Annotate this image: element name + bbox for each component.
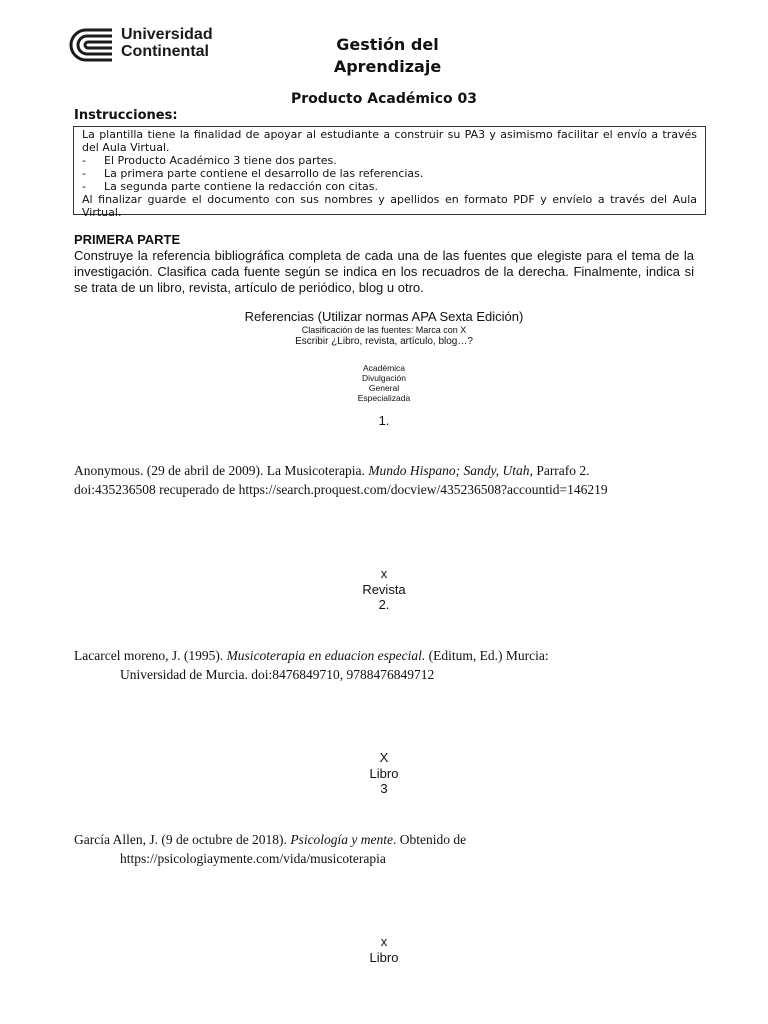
reference-line2: https://psicologiaymente.com/vida/musicoterapia [120, 851, 386, 866]
reference-classification [0, 750, 768, 797]
category-general: General [368, 383, 400, 393]
reference-text: Anonymous. (29 de abril de 2009). La Musicoterapia. [74, 463, 369, 478]
list-item [82, 167, 697, 180]
instruction-item: El Producto Académico 3 tiene dos partes. [104, 154, 337, 167]
instructions-closing: Al finalizar guarde el documento con sus nombres y apellidos en formato PDF y envíelo a través del Aula Virtual. [82, 193, 697, 219]
reference-source: Mundo Hispano; Sandy, Utah [368, 463, 530, 478]
reference-line2: doi:435236508 recuperado de https://search.proquest.com/docview/435236508?accountid=146219 [74, 482, 608, 497]
category-academica: Académica [362, 363, 406, 373]
instructions-label: Instrucciones: [74, 108, 178, 123]
list-item [82, 180, 697, 193]
instructions-box [73, 126, 706, 219]
reference-entry [74, 646, 714, 684]
category-especializada: Especializada [357, 393, 411, 403]
reference-number: 1. [378, 413, 390, 428]
instruction-item: La primera parte contiene el desarrollo de las referencias. [104, 167, 424, 180]
category-divulgacion: Divulgación [362, 373, 406, 383]
reference-text: García Allen, J. (9 de octubre de 2018). [74, 832, 291, 847]
reference-text-end: (Editum, Ed.) Murcia: [425, 648, 549, 663]
classification-mark: X [379, 750, 389, 765]
reference-line2: Universidad de Murcia. doi:8476849710, 9788476849712 [120, 667, 435, 682]
classification-instruction: Clasificación de las fuentes: Marca con X [301, 325, 467, 335]
source-type: Revista [362, 581, 406, 597]
type-instruction: Escribir ¿Libro, revista, artículo, blog…? [295, 336, 473, 347]
list-bullet: - [82, 154, 86, 167]
universidad-continental-logo-icon [72, 27, 118, 63]
reference-number: 3 [380, 781, 388, 796]
reference-text-end: . Obtenido de [393, 832, 467, 847]
logo-line1: Universidad [121, 26, 213, 43]
document-title: Producto Académico 03 [290, 91, 477, 107]
logo-line2: Continental [121, 43, 209, 60]
reference-number: 2. [378, 597, 390, 612]
source-type: Libro [369, 765, 399, 781]
classification-mark: x [380, 934, 388, 949]
reference-classification [0, 934, 768, 965]
references-title: Referencias (Utilizar normas APA Sexta Edición) [244, 309, 524, 324]
list-bullet: - [82, 167, 86, 180]
reference-entry [74, 830, 714, 868]
source-type: Libro [369, 949, 399, 965]
reference-entry [74, 461, 714, 499]
reference-source: Musicoterapia en eduacion especial. [226, 648, 426, 663]
list-bullet: - [82, 180, 86, 193]
section-body: Construye la referencia bibliográfica completa de cada una de las fuentes que elegiste para el tema de la investigación. Clasifica cada fuente según se indica en los recuadros de la derecha. Finalmente, indica si se trata de un libro, revista, artículo de periódico, blog u otro. [74, 248, 694, 295]
section-title: PRIMERA PARTE [74, 232, 181, 247]
list-item [82, 154, 697, 167]
reference-text-end: , Parrafo 2. [529, 463, 590, 478]
reference-text: Lacarcel moreno, J. (1995). [74, 648, 227, 663]
classification-mark: x [380, 566, 388, 581]
classification-categories [0, 363, 768, 403]
reference-source: Psicología y mente [290, 832, 394, 847]
instructions-intro: La plantilla tiene la finalidad de apoyar al estudiante a construir su PA3 y asimismo facilitar el envío a través del Aula Virtual. [82, 128, 697, 154]
logo-wordmark [121, 26, 213, 60]
reference-classification [0, 566, 768, 613]
instruction-item: La segunda parte contiene la redacción con citas. [104, 180, 379, 193]
header-title: Gestión del Aprendizaje [333, 35, 442, 76]
